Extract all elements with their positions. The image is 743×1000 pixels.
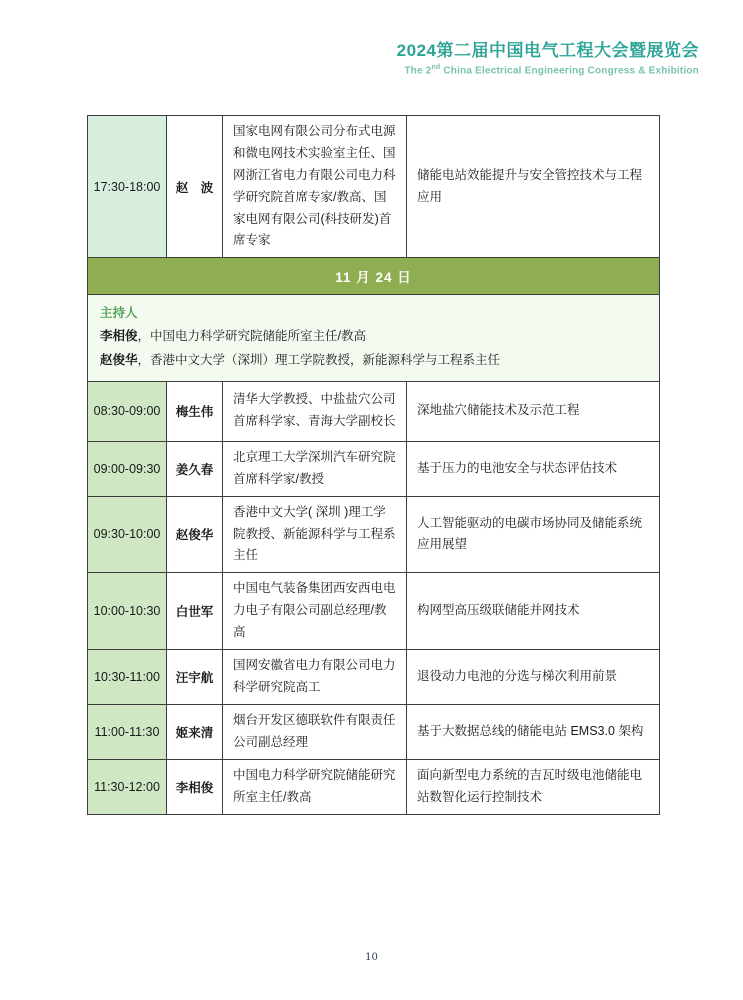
session-topic: 人工智能驱动的电碳市场协同及储能系统应用展望 — [407, 496, 660, 573]
chair-name: 赵俊华 — [100, 352, 138, 367]
session-time: 09:00-09:30 — [88, 441, 167, 496]
session-time: 11:30-12:00 — [88, 759, 167, 814]
agenda-table — [87, 115, 660, 815]
chairs-row — [88, 295, 660, 381]
session-time: 11:00-11:30 — [88, 704, 167, 759]
session-time: 08:30-09:00 — [88, 381, 167, 441]
table-row — [88, 759, 660, 814]
title-en-suffix: China Electrical Engineering Congress & Exhibition — [440, 65, 699, 77]
session-topic: 基于大数据总线的储能电站 EMS3.0 架构 — [407, 704, 660, 759]
date-header-row — [88, 258, 660, 295]
title-en-prefix: The 2 — [404, 65, 432, 77]
session-affiliation: 国网安徽省电力有限公司电力科学研究院高工 — [223, 649, 407, 704]
chairs-label: 主持人 — [100, 306, 138, 321]
session-time: 09:30-10:00 — [88, 496, 167, 573]
session-time: 17:30-18:00 — [88, 116, 167, 258]
chair-name: 李相俊 — [100, 329, 138, 344]
session-speaker: 赵 波 — [167, 116, 223, 258]
table-row — [88, 649, 660, 704]
table-row — [88, 381, 660, 441]
session-topic: 退役动力电池的分选与梯次利用前景 — [407, 649, 660, 704]
date-header: 11 月 24 日 — [88, 258, 660, 295]
document-header — [397, 41, 699, 77]
session-topic: 深地盐穴储能技术及示范工程 — [407, 381, 660, 441]
chair-line — [100, 349, 647, 372]
session-topic: 构网型高压级联储能并网技术 — [407, 573, 660, 650]
session-topic: 面向新型电力系统的吉瓦时级电池储能电站数智化运行控制技术 — [407, 759, 660, 814]
session-speaker: 汪宇航 — [167, 649, 223, 704]
table-row — [88, 573, 660, 650]
page-number: 10 — [365, 952, 378, 963]
session-time: 10:00-10:30 — [88, 573, 167, 650]
chair-desc: ，中国电力科学研究院储能所室主任/教高 — [137, 329, 366, 344]
conference-title-cn: 2024第二届中国电气工程大会暨展览会 — [396, 41, 699, 60]
table-row — [88, 116, 660, 258]
session-speaker: 赵俊华 — [167, 496, 223, 573]
session-affiliation: 中国电力科学研究院储能研究所室主任/教高 — [223, 759, 407, 814]
session-affiliation: 北京理工大学深圳汽车研究院首席科学家/教授 — [223, 441, 407, 496]
session-speaker: 梅生伟 — [167, 381, 223, 441]
session-affiliation: 香港中文大学( 深圳 )理工学院教授、新能源科学与工程系主任 — [223, 496, 407, 573]
session-speaker: 姜久春 — [167, 441, 223, 496]
session-time: 10:30-11:00 — [88, 649, 167, 704]
table-row — [88, 704, 660, 759]
session-affiliation: 清华大学教授、中盐盐穴公司首席科学家、青海大学副校长 — [223, 381, 407, 441]
session-topic: 储能电站效能提升与安全管控技术与工程应用 — [407, 116, 660, 258]
conference-title-en — [397, 64, 699, 76]
session-affiliation: 中国电气装备集团西安西电电力电子有限公司副总经理/教高 — [223, 573, 407, 650]
table-row — [88, 441, 660, 496]
chair-line — [100, 325, 647, 348]
session-affiliation: 烟台开发区德联软件有限责任公司副总经理 — [223, 704, 407, 759]
session-speaker: 李相俊 — [167, 759, 223, 814]
chair-desc: ，香港中文大学（深圳）理工学院教授，新能源科学与工程系主任 — [137, 352, 501, 367]
session-affiliation: 国家电网有限公司分布式电源和微电网技术实验室主任、国网浙江省电力有限公司电力科学研究院首席专家/教高、国家电网有限公司(科技研发)首席专家 — [223, 116, 407, 258]
session-topic: 基于压力的电池安全与状态评估技术 — [407, 441, 660, 496]
title-en-superscript: nd — [431, 64, 441, 72]
session-speaker: 姬来清 — [167, 704, 223, 759]
table-row — [88, 496, 660, 573]
session-speaker: 白世军 — [167, 573, 223, 650]
